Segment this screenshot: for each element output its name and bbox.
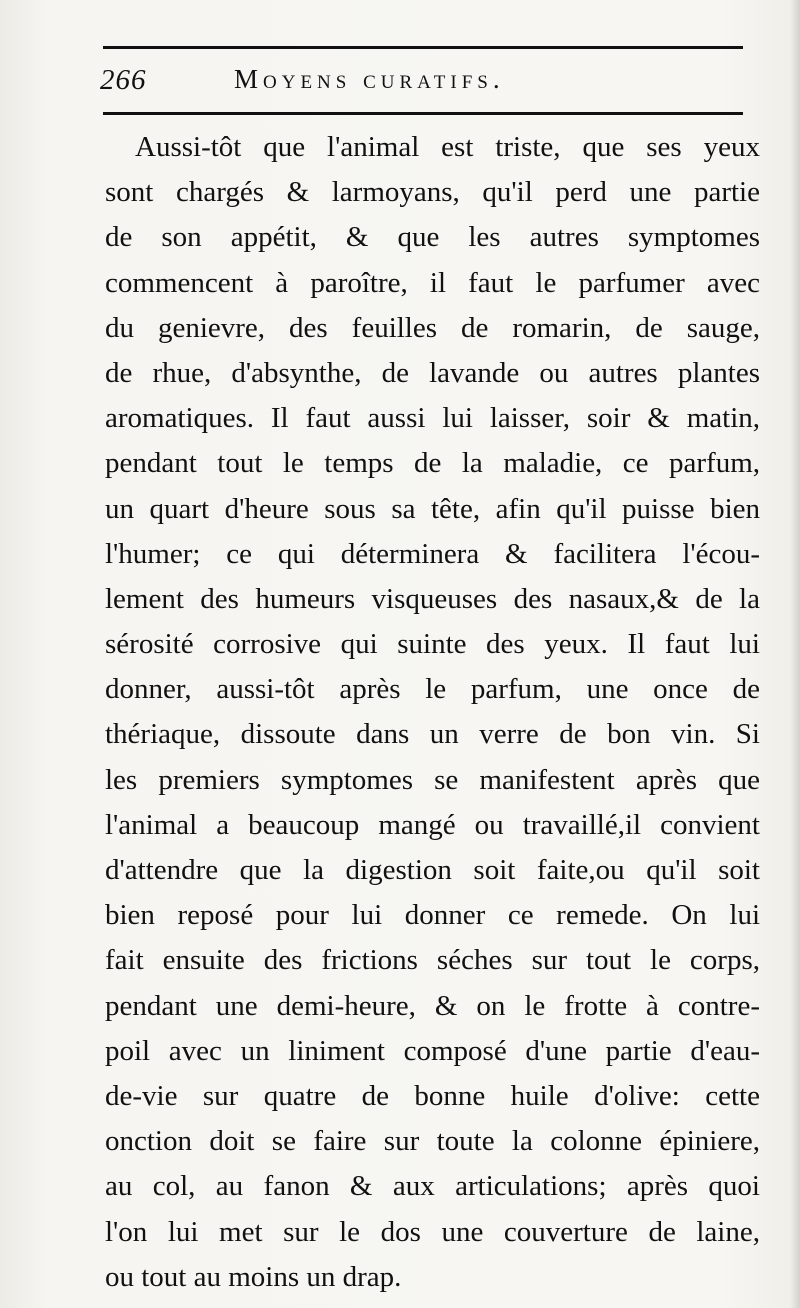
text-line: pendant une demi-heure, & on le frotte à contre- bbox=[105, 989, 760, 1022]
page-edge-shadow bbox=[790, 0, 800, 1308]
text-line: poil avec un liniment composé d'une partie d'eau- bbox=[105, 1034, 760, 1067]
text-line: pendant tout le temps de la maladie, ce parfum, bbox=[105, 447, 760, 480]
text-line: l'animal a beaucoup mangé ou travaillé,il convient bbox=[105, 808, 760, 841]
text-line: fait ensuite des frictions séches sur tout le corps, bbox=[105, 944, 760, 977]
text-line: ou tout au moins un drap. bbox=[105, 1260, 402, 1293]
text-line: bien reposé pour lui donner ce remede. On lui bbox=[105, 899, 760, 932]
text-line: au col, au fanon & aux articulations; après quoi bbox=[105, 1170, 760, 1203]
text-line: lement des humeurs visqueuses des nasaux,& de la bbox=[105, 582, 760, 615]
text-line: sont chargés & larmoyans, qu'il perd une partie bbox=[105, 176, 760, 209]
text-line: de son appétit, & que les autres symptomes bbox=[105, 221, 760, 254]
header-rule-bottom bbox=[103, 112, 743, 115]
text-line: Aussi-tôt que l'animal est triste, que ses yeux bbox=[135, 131, 760, 163]
text-line: de-vie sur quatre de bonne huile d'olive: cette bbox=[105, 1079, 760, 1112]
text-line: les premiers symptomes se manifestent après que bbox=[105, 763, 760, 796]
running-title: Moyens curatifs. bbox=[234, 64, 505, 94]
page-number: 266 bbox=[100, 64, 147, 96]
text-line: l'on lui met sur le dos une couverture de laine, bbox=[105, 1215, 760, 1248]
text-line: du genievre, des feuilles de romarin, de sauge, bbox=[105, 311, 760, 344]
text-line: d'attendre que la digestion soit faite,ou qu'il soit bbox=[105, 854, 760, 886]
text-line: de rhue, d'absynthe, de lavande ou autres plantes bbox=[105, 356, 760, 389]
text-line: aromatiques. Il faut aussi lui laisser, soir & matin, bbox=[105, 402, 760, 435]
text-line: thériaque, dissoute dans un verre de bon vin. Si bbox=[105, 718, 760, 751]
text-line: donner, aussi-tôt après le parfum, une once de bbox=[105, 673, 760, 706]
header-rule-top bbox=[103, 46, 743, 49]
text-line: commencent à paroître, il faut le parfumer avec bbox=[105, 266, 760, 299]
body-paragraph bbox=[105, 125, 765, 1300]
text-line: un quart d'heure sous sa tête, afin qu'il puisse bien bbox=[105, 492, 760, 525]
running-head bbox=[100, 64, 760, 104]
text-line: sérosité corrosive qui suinte des yeux. Il faut lui bbox=[105, 628, 760, 661]
text-line: onction doit se faire sur toute la colonne épiniere, bbox=[105, 1125, 760, 1158]
text-line: l'humer; ce qui déterminera & facilitera l'écou- bbox=[105, 537, 760, 570]
